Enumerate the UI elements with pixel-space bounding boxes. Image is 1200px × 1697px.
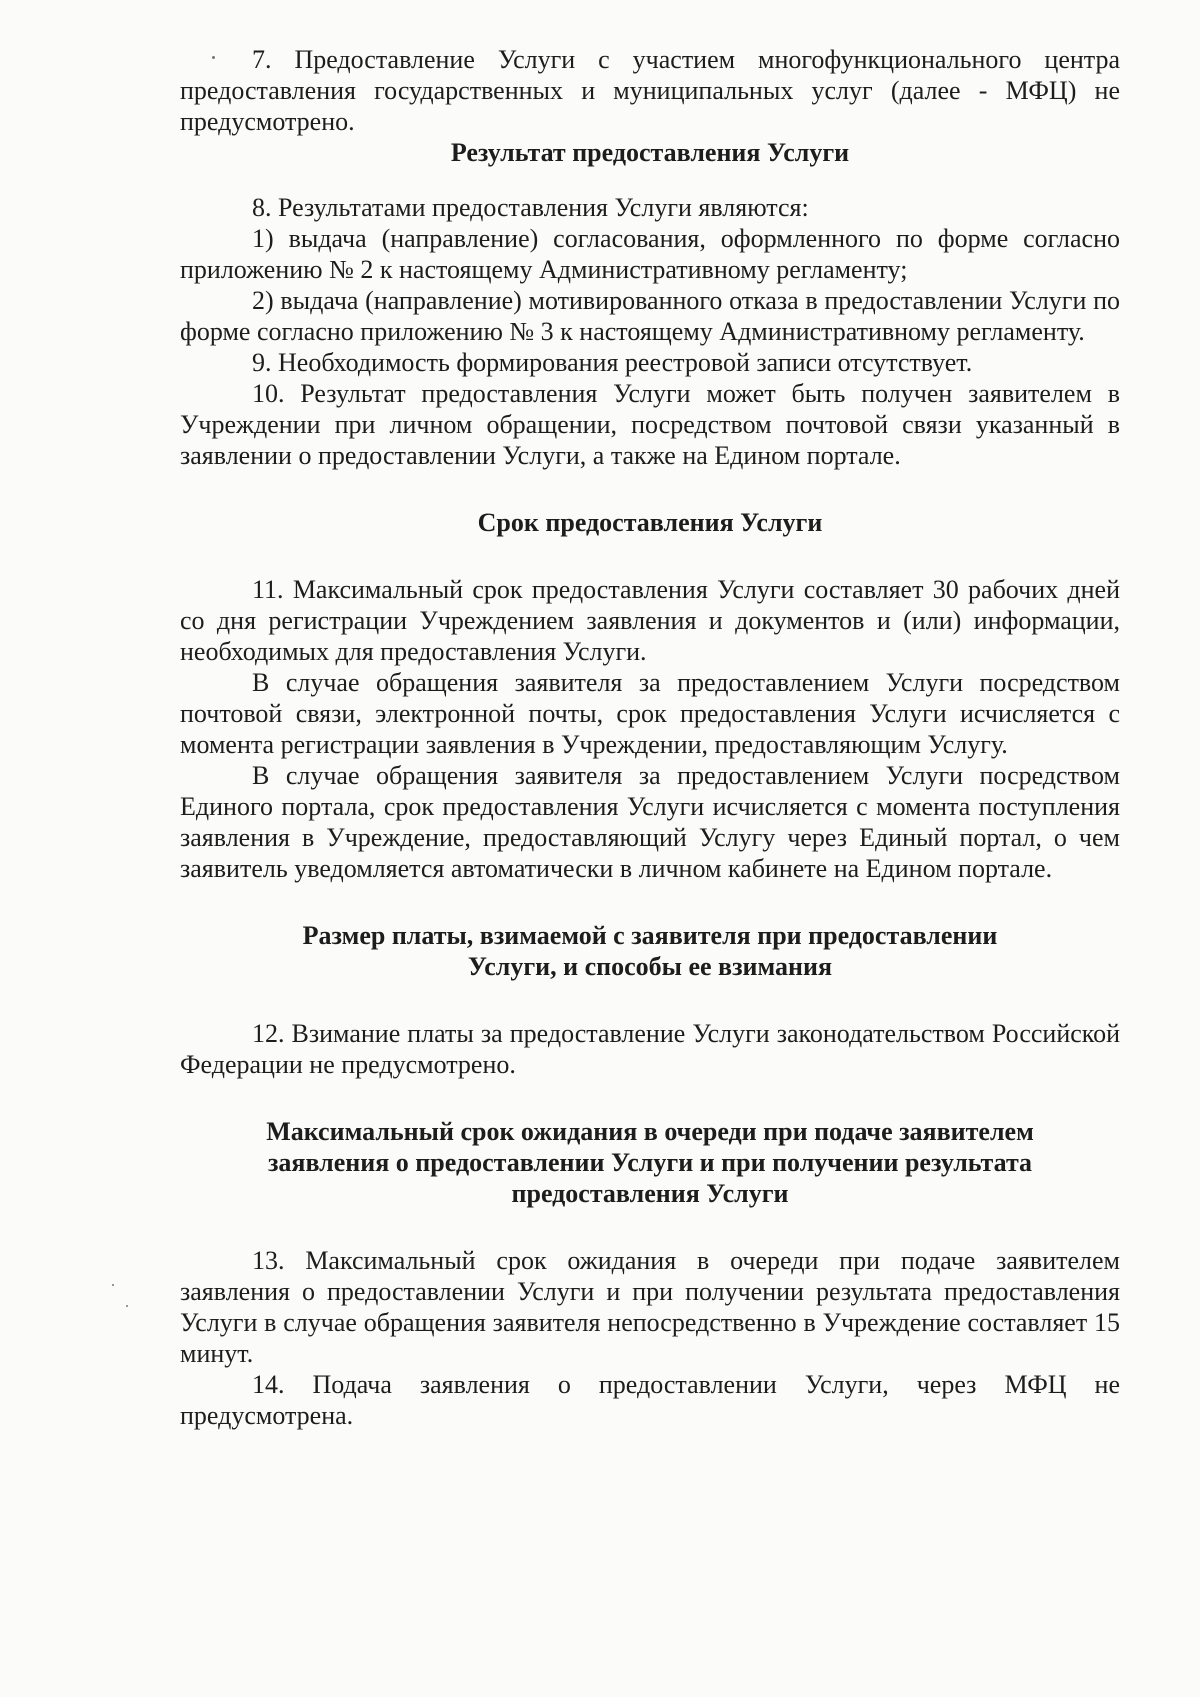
paragraph-12: 12. Взимание платы за предоставление Услуги законодательством Российской Федерации не предусмотрено. bbox=[180, 1019, 1120, 1079]
paragraph-11-postal: В случае обращения заявителя за предоставлением Услуги посредством почтовой связи, электронной почты, срок предоставления Услуги исчисляется с момента регистрации заявления в Учреждении, предоставляющим Услугу. bbox=[180, 668, 1120, 759]
document-body bbox=[180, 44, 1120, 1431]
heading-result: Результат предоставления Услуги bbox=[450, 138, 850, 167]
heading-term: Срок предоставления Услуги bbox=[477, 508, 823, 537]
paragraph-11: 11. Максимальный срок предоставления Услуги составляет 30 рабочих дней со дня регистрации Учреждением заявления и документов и (или) информации, необходимых для предоставления Услуги. bbox=[180, 575, 1120, 666]
paragraph-9: 9. Необходимость формирования реестровой записи отсутствует. bbox=[252, 348, 973, 377]
paragraph-8: 8. Результатами предоставления Услуги являются: bbox=[252, 193, 809, 222]
paragraph-10: 10. Результат предоставления Услуги может быть получен заявителем в Учреждении при личном обращении, посредством почтовой связи указанный в заявлении о предоставлении Услуги, а также на Едином портале. bbox=[180, 379, 1120, 470]
heading-queue: Максимальный срок ожидания в очереди при подаче заявителем заявления о предоставлении Услуги и при получении результата предоставления Услуги bbox=[266, 1117, 1034, 1208]
heading-fee: Размер платы, взимаемой с заявителя при предоставлении Услуги, и способы ее взимания bbox=[302, 921, 998, 981]
paragraph-11-portal: В случае обращения заявителя за предоставлением Услуги посредством Единого портала, срок предоставления Услуги исчисляется с момента поступления заявления в Учреждение, предоставляющий Услугу через Единый портал, о чем заявитель уведомляется автоматически в личном кабинете на Едином портале. bbox=[180, 761, 1120, 883]
paragraph-8-item-2: 2) выдача (направление) мотивированного отказа в предоставлении Услуги по форме согласно приложению № 3 к настоящему Административному регламенту. bbox=[180, 286, 1120, 346]
scan-speck bbox=[112, 1284, 114, 1286]
paragraph-8-item-1: 1) выдача (направление) согласования, оформленного по форме согласно приложению № 2 к настоящему Административному регламенту; bbox=[180, 224, 1120, 284]
paragraph-14: 14. Подача заявления о предоставлении Услуги, через МФЦ не предусмотрена. bbox=[180, 1370, 1120, 1430]
paragraph-7: 7. Предоставление Услуги с участием многофункционального центра предоставления государственных и муниципальных услуг (далее - МФЦ) не предусмотрено. bbox=[180, 45, 1120, 136]
scan-speck bbox=[126, 1305, 128, 1307]
paragraph-13: 13. Максимальный срок ожидания в очереди при подаче заявителем заявления о предоставлении Услуги и при получении результата предоставления Услуги в случае обращения заявителя непосредственно в Учреждение составляет 15 минут. bbox=[180, 1246, 1120, 1368]
